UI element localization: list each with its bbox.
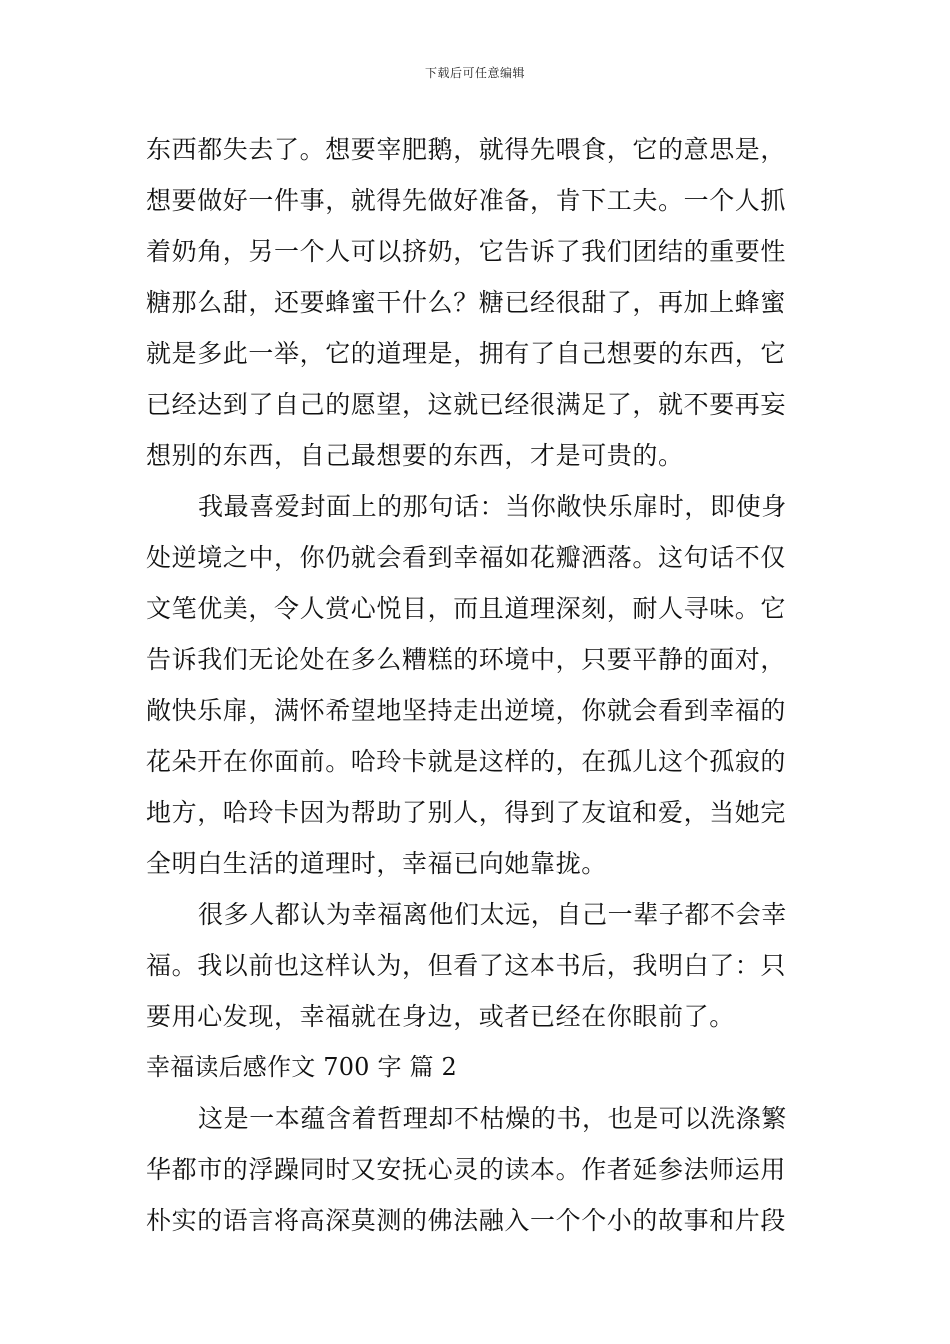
text-line: 敞快乐扉，满怀希望地坚持走出逆境，你就会看到幸福的: [146, 696, 787, 725]
page-header: 下载后可任意编辑: [424, 66, 525, 80]
text-line: 花朵开在你面前。哈玲卡就是这样的，在孤儿这个孤寂的: [146, 747, 787, 776]
text-line: 全明白生活的道理时，幸福已向她靠拢。: [146, 849, 607, 878]
text-line: 告诉我们无论处在多么糟糕的环境中，只要平静的面对，: [146, 645, 787, 674]
text-line: 东西都失去了。想要宰肥鹅，就得先喂食，它的意思是，: [146, 135, 787, 164]
text-line: 已经达到了自己的愿望，这就已经很满足了，就不要再妄: [146, 390, 787, 419]
paragraph-start-line: 这是一本蕴含着哲理却不枯燥的书，也是可以洗涤繁: [198, 1104, 787, 1133]
text-line: 地方，哈玲卡因为帮助了别人，得到了友谊和爱，当她完: [146, 798, 787, 827]
text-line: 文笔优美，令人赏心悦目，而且道理深刻，耐人寻味。它: [146, 594, 787, 623]
text-line: 福。我以前也这样认为，但看了这本书后，我明白了：只: [146, 951, 787, 980]
paragraph-start-line: 很多人都认为幸福离他们太远，自己一辈子都不会幸: [198, 900, 787, 929]
text-line: 想别的东西，自己最想要的东西，才是可贵的。: [146, 441, 684, 470]
document-body: [146, 124, 806, 1246]
text-line: 朴实的语言将高深莫测的佛法融入一个个小的故事和片段: [146, 1206, 787, 1235]
text-line: 就是多此一举，它的道理是，拥有了自己想要的东西，它: [146, 339, 787, 368]
text-line: 糖那么甜，还要蜂蜜干什么？糖已经很甜了，再加上蜂蜜: [146, 288, 787, 317]
text-line: 着奶角，另一个人可以挤奶，它告诉了我们团结的重要性: [146, 237, 787, 266]
section-heading: 幸福读后感作文 700 字 篇 2: [146, 1053, 457, 1081]
text-line: 要用心发现，幸福就在身边，或者已经在你眼前了。: [146, 1002, 735, 1031]
text-line: 华都市的浮躁同时又安抚心灵的读本。作者延参法师运用: [146, 1155, 787, 1184]
text-line: 处逆境之中，你仍就会看到幸福如花瓣洒落。这句话不仅: [146, 543, 787, 572]
text-line: 想要做好一件事，就得先做好准备，肯下工夫。一个人抓: [146, 186, 787, 215]
paragraph-start-line: 我最喜爱封面上的那句话：当你敞快乐扉时，即使身: [198, 492, 787, 521]
